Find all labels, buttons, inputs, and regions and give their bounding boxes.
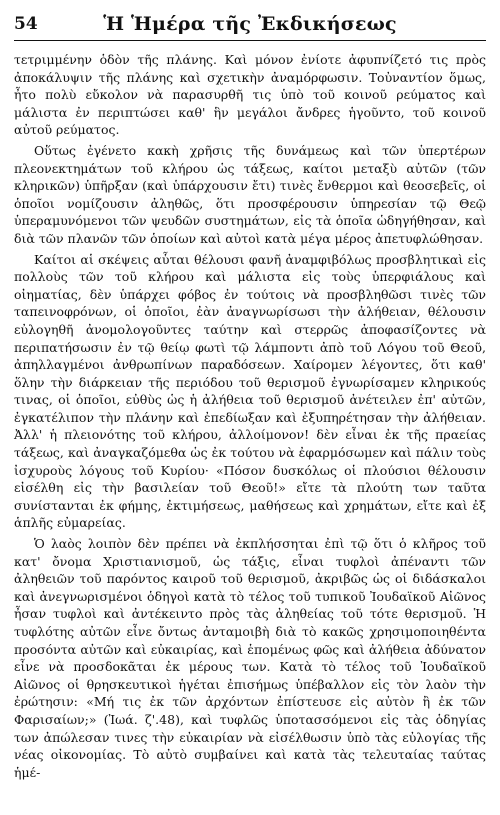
page-number: 54 xyxy=(14,14,38,34)
body-text xyxy=(14,51,486,781)
page-header xyxy=(14,10,486,41)
running-title: Ἡ Ἡμέρα τῆς Ἐκδικήσεως xyxy=(103,13,397,35)
paragraph: Ὁ λαὸς λοιπὸν δὲν πρέπει νὰ ἐκπλήσσηται ἐπὶ τῷ ὅτι ὁ κλῆρος τοῦ κατ' ὄνομα Χριστιανισμοῦ, ὡς τάξις, εἶναι τυφλοὶ ἀπέναντι τῶν ἀληθειῶν τοῦ παρόντος καιροῦ τοῦ θερισμοῦ, ἀκριβῶς ὡς οἱ διδάσκαλοι καὶ ἀνεγνωρισμένοι ὁδηγοὶ κατὰ τὸ τέλος τοῦ τυπικοῦ Ἰουδαϊκοῦ Αἰῶνος ἦσαν τυφλοὶ καὶ ἀντέκειντο πρὸς τὰς ἀληθείας τοῦ τότε θερισμοῦ. Ἡ τυφλότης αὐτῶν εἶνε ὄντως ἀνταμοιβὴ διὰ τὸ κακῶς χρησιμοποιηθέντα προσόντα αὐτῶν καὶ εὐκαιρίας, καὶ ἑπομένως φῶς καὶ ἀλήθεια ἀδύνατον εἶνε νὰ προσδοκᾶται ἐκ μέρους των. Κατὰ τὸ τέλος τοῦ Ἰουδαϊκοῦ Αἰῶνος οἱ θρησκευτικοὶ ἡγέται ἐπισήμως ὑπέβαλλον εἰς τὸν λαὸν τὴν ἐρώτησιν: «Μή τις ἐκ τῶν ἀρχόντων ἐπίστευσε εἰς αὐτὸν ἢ ἐκ τῶν Φαρισαίων;» (Ἰωά. ζ'.48), καὶ τυφλῶς ὑποτασσόμενοι εἰς τὰς ὁδηγίας των ἀπώλεσαν τινες τὴν εὐκαιρίαν νὰ εἰσέλθωσιν ὑπὸ τὰς εὐλογίας τῆς νέας οἰκονομίας. Τὸ αὐτὸ συμβαίνει καὶ κατὰ τὰς τελευταίας ταύτας ἡμέ- xyxy=(14,536,486,780)
paragraph: Οὕτως ἐγένετο κακὴ χρῆσις τῆς δυνάμεως καὶ τῶν ὑπερτέρων πλεονεκτημάτων τοῦ κλήρου ὡς τάξεως, καίτοι μεταξὺ αὐτῶν (τῶν κληρικῶν) ὑπῆρξαν (καὶ ὑπάρχουσιν ἔτι) τινὲς ἔνθερμοι καὶ θεοσεβεῖς, οἱ ὁποῖοι νομίζουσιν ἀληθῶς, ὅτι προσφέρουσιν ὑπηρεσίαν τῷ Θεῷ ὑπεραμυνόμενοι τῶν ψευδῶν συστημάτων, εἰς τὰ ὁποῖα ὡδηγήθησαν, καὶ διὰ τῶν πλανῶν τῶν ὁποίων καὶ αὐτοὶ κατὰ μέγα μέρος ἀπετυφλώθησαν. xyxy=(14,142,486,246)
paragraph-continuation: τετριμμένην ὁδὸν τῆς πλάνης. Καὶ μόνον ἐνίοτε ἀφυπνίζετό τις πρὸς ἀποκάλυψιν τῆς πλάνης καὶ σχετικὴν ἀναμόρφωσιν. Τοὐναντίον ὅμως, ἦτο πολὺ εὔκολον νὰ παρασυρθῆ τις ὑπὸ τοῦ κοινοῦ ρεύματος καὶ μάλιστα ἐν περιπτώσει καθ' ἣν μεγάλοι ἄνδρες ἡγοῦντο, τοῦ κοινοῦ αὐτοῦ ρεύματος. xyxy=(14,52,486,138)
paragraph: Καίτοι αἱ σκέψεις αὗται θέλουσι φανῆ ἀναμφιβόλως προσβλητικαὶ εἰς πολλοὺς τῶν τοῦ κλήρου καὶ μάλιστα εἰς τοὺς ὑπερφιάλους καὶ οἰηματίας, δὲν ὑπάρχει φόβος ἐν τούτοις νὰ προσβληθῶσι τινὲς τῶν ταπεινοφρόνων, οἱ ὁποῖοι, ἐὰν ἀναγνωρίσωσι τὴν ἀλήθειαν, θέλουσιν εὐλογηθῆ ἀνομολογοῦντες ταύτην καὶ στερρῶς ἀποφασίζοντες νὰ περιπατήσωσιν ἐν τῷ θείῳ φωτὶ τῷ λάμποντι ἀπὸ τοῦ Λόγου τοῦ Θεοῦ, ἀπηλλαγμένοι ἀνθρωπίνων παραδόσεων. Χαίρομεν λέγοντες, ὅτι καθ' ὅλην τὴν διάρκειαν τῆς περιόδου τοῦ θερισμοῦ ἐγνωρίσαμεν κληρικούς τινας, οἱ ὁποῖοι, εὐθὺς ὡς ἡ ἀλήθεια τοῦ θερισμοῦ ἀνέτειλεν ἐπ' αὐτῶν, ἐγκατέλιπον τὴν πλάνην καὶ ἐπεδίωξαν καὶ ἐξυπηρέτησαν τὴν ἀλήθειαν. Ἀλλ' ἡ πλειονότης τοῦ κλήρου, ἀλλοίμονον! δὲν εἶναι ἐκ τῆς πραείας τάξεως, καὶ ἀναγκαζόμεθα ὡς ἐκ τούτου νὰ ἐφαρμόσωμεν καὶ πάλιν τοὺς ἰσχυροὺς λόγους τοῦ Κυρίου· «Πόσον δυσκόλως οἱ πλούσιοι θέλουσιν εἰσέλθη εἰς τὴν βασιλείαν τοῦ Θεοῦ!» εἴτε τὰ πλούτη των ταῦτα συνίστανται ἐκ φήμης, ἐκτιμήσεως, μαθήσεως καὶ χρημάτων, εἴτε καὶ ἐξ ἁπλῆς εὐμαρείας. xyxy=(14,251,486,531)
